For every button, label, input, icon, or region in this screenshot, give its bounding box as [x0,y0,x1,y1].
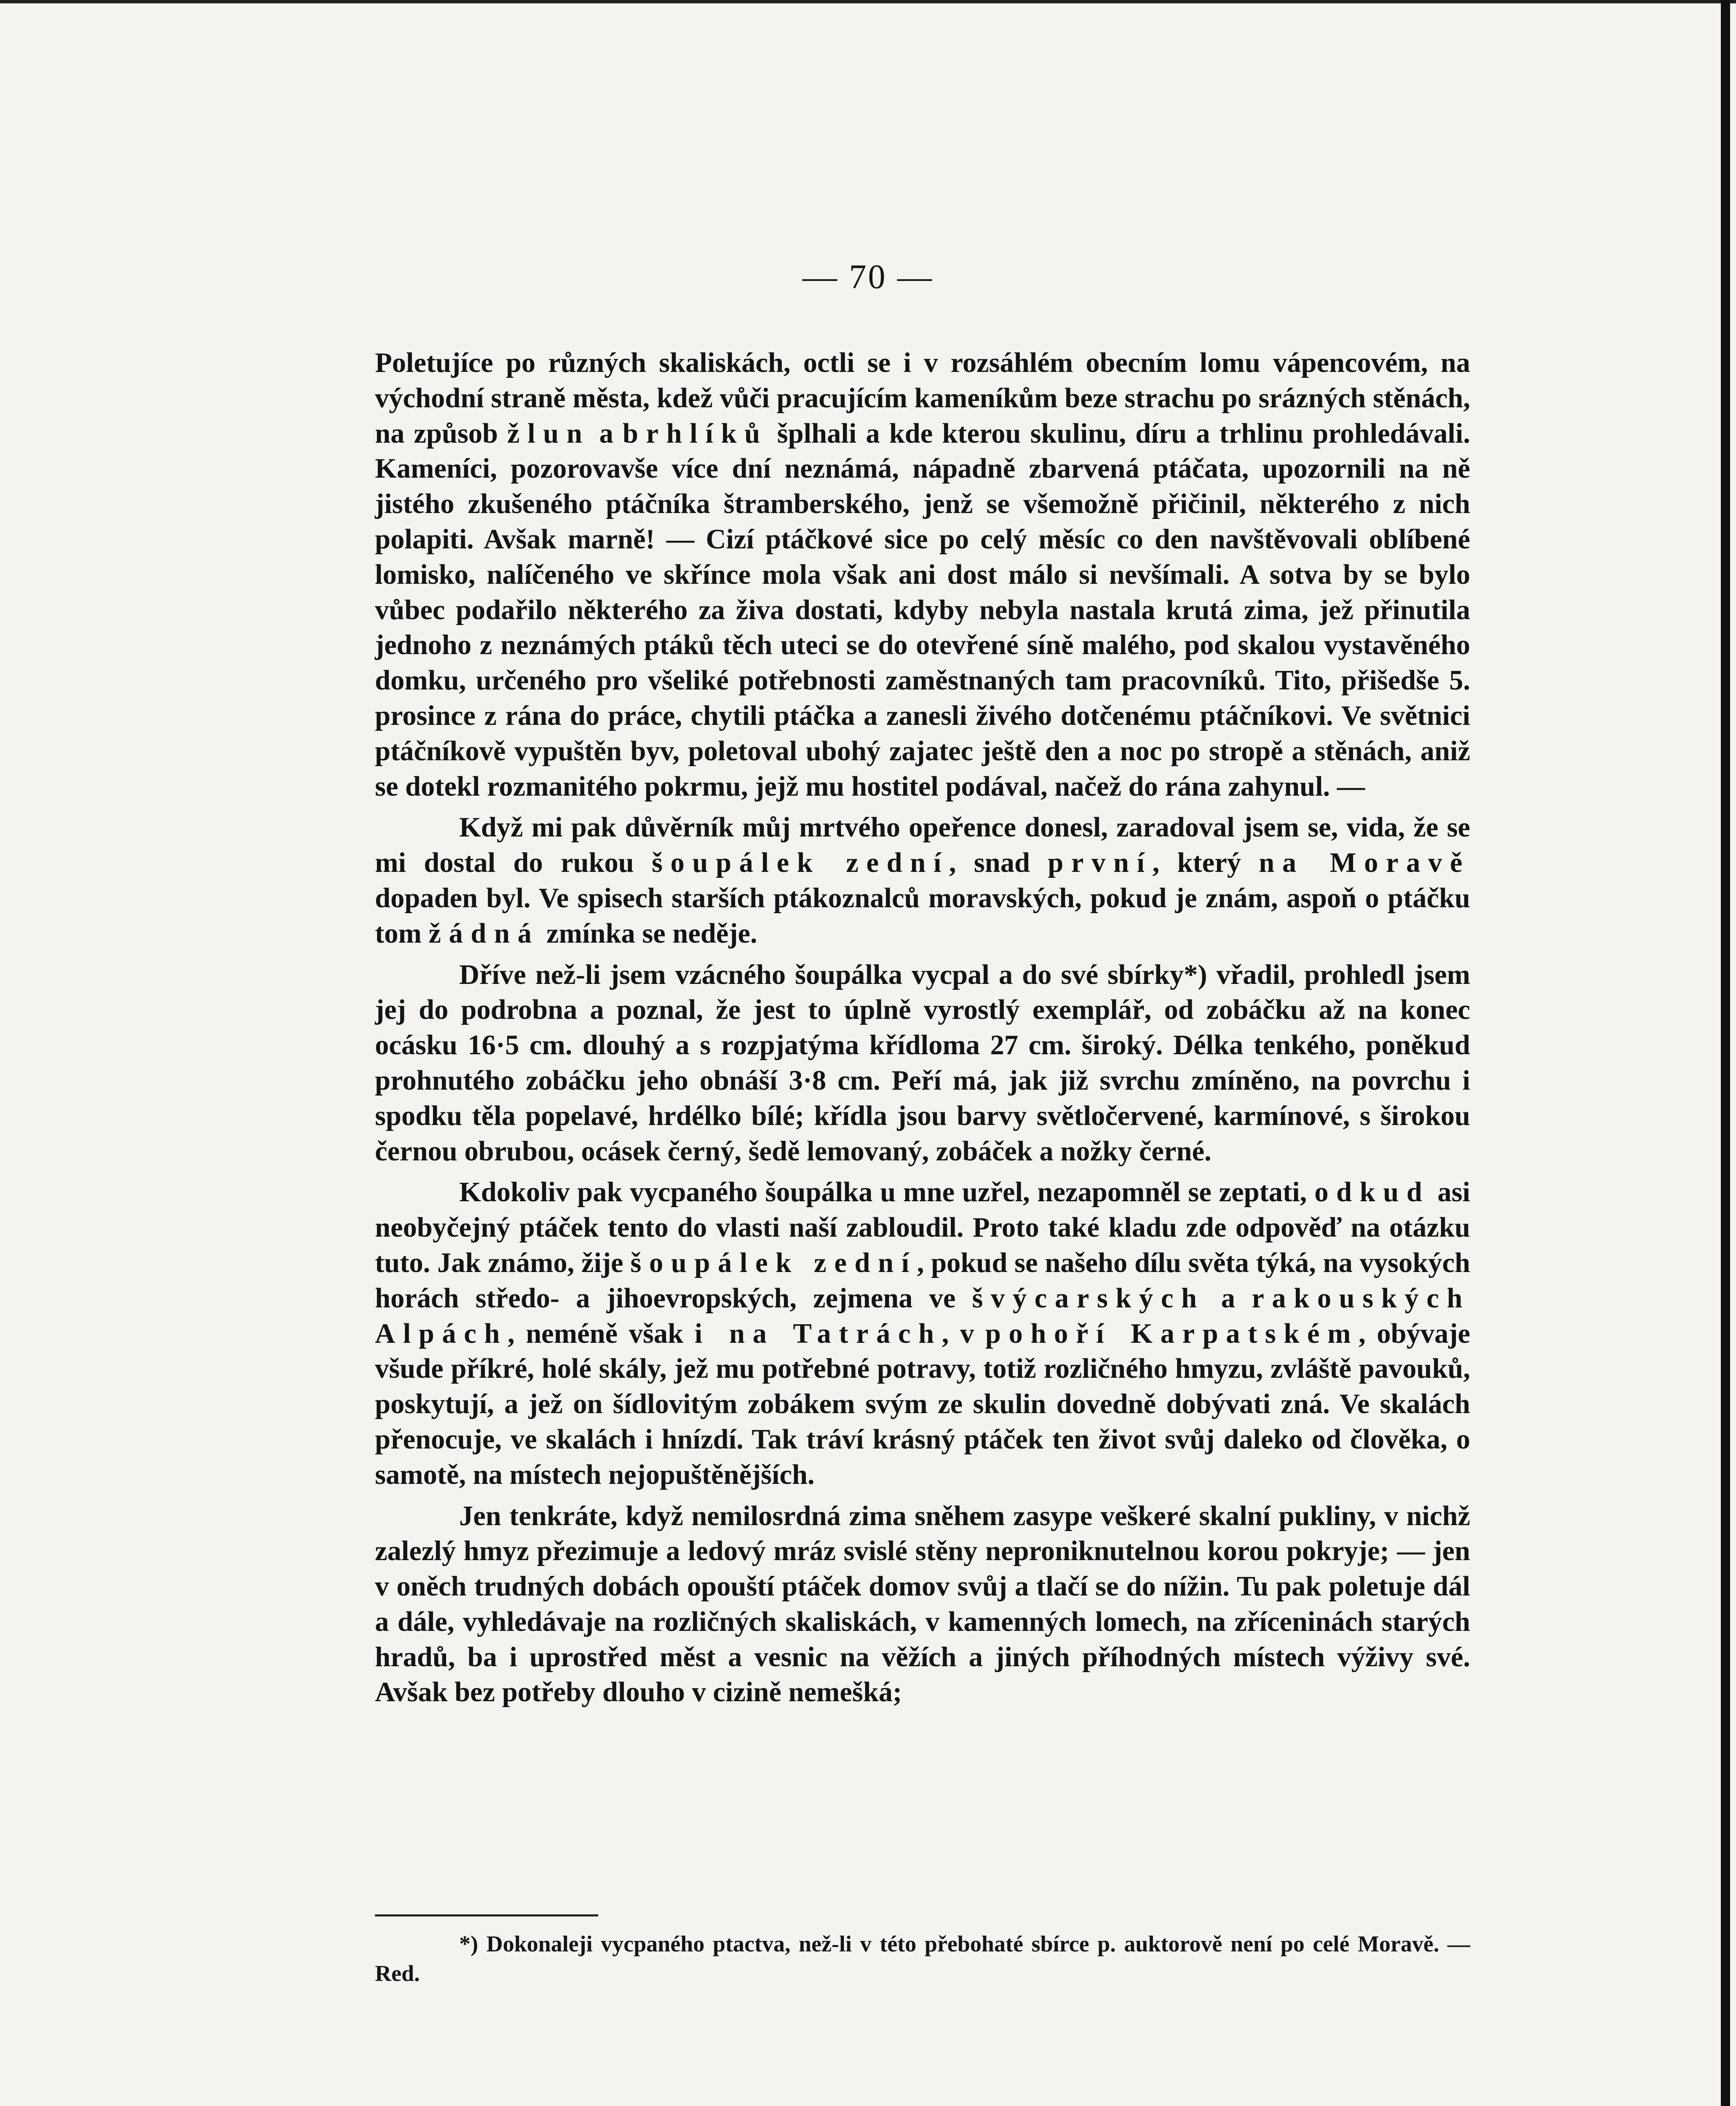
emphasized-text: odkud [1314,1177,1430,1208]
emphasized-text: první [1048,847,1153,879]
text-run: , snad [949,847,1048,879]
emphasized-text: švýcarských [972,1283,1205,1314]
text-run: , pokud se našeho dílu světa týká, na vysokých horách středo- a jihoevropských, zejmena ve [375,1247,1470,1314]
text-run: Dříve než-li jsem vzácného šoupálka vycpal a do své sbírky*) vřadil, prohledl jsem jej do podrobna a poznal, že jest to úplně vyrostlý exemplář, od zobáčku až na konec ocásku 16·5 cm. dlouhý a s rozpjatýma křídloma 27 cm. široký. Délka tenkého, poněkud prohnutého zobáčku jeho obnáší 3·8 cm. Peří má, jak již svrchu zmíněno, na povrchu i spodku těla popelavé, hrdélko bílé; křídla jsou barvy světločervené, karmínové, s širokou černou obrubou, ocásek černý, šedě lemovaný, zobáček a nožky černé. [375,959,1470,1167]
footnote-divider [375,1914,598,1916]
text-run: Jen tenkráte, když nemilosrdná zima sněhem zasype veškeré skalní pukliny, v nichž zalezlý hmyz přezimuje a ledový mráz svislé stěny neproniknutelnou korou pokryje; — jen v oněch trudných dobách opouští ptáček domov svůj a tlačí se do nížin. Tu pak poletuje dál a dále, vyhledávaje na rozličných skaliskách, v kamenných lomech, na zříceninách starých hradů, ba i uprostřed měst a vesnic na věžích a jiných příhodných místech výživy své. Avšak bez potřeby dlouho v cizině nemešká; [375,1500,1470,1708]
emphasized-text: i na Tatrách [694,1318,942,1349]
paragraph-1 [375,345,1470,804]
emphasized-text: šoupálek zední [630,1247,917,1278]
text-run: Když mi pak důvěrník můj mrtvého opeřence donesl, zaradoval jsem se, vida, že se mi dostal do rukou [375,812,1470,879]
paragraph-3 [375,957,1470,1169]
emphasized-text: brhlíků [622,418,768,449]
paragraph-5 [375,1499,1470,1710]
text-run: dopaden byl. Ve spisech starších ptákoznalců moravských, pokud je znám, aspoň o ptáčku tom [375,882,1470,949]
emphasized-text: šoupálek zední [652,847,949,879]
page-number: — 70 — [802,257,934,296]
text-run: zmínka se neděje. [539,918,757,949]
scan-right-edge [1721,0,1730,2106]
paragraph-2 [375,810,1470,951]
text-run: Poletujíce po různých skaliskách, octli se i v rozsáhlém obecním lomu vápencovém, na východní straně města, kdež vůči pracujícím kameníkům beze strachu po srázných stěnách, na způsob [375,347,1470,449]
emphasized-text: na Moravě [1259,847,1470,879]
text-run: a [590,418,623,449]
text-run: a [1204,1283,1252,1314]
text-run: , neméně však [507,1318,695,1349]
text-run: , obývaje všude příkré, holé skály, jež mu potřebné potravy, totiž rozličného hmyzu, zvláště pavouků, poskytují, a jež on šídlovitým zobákem svým ze skulin dovedně dobývati zná. Ve skalách přenocuje, ve skalách i hnízdí. Tak tráví krásný ptáček ten život svůj daleko od člověka, o samotě, na místech nejopuštěnějších. [375,1318,1470,1490]
text-run: Kdokoliv pak vycpaného šoupálka u mne uzřel, nezapomněl se zeptati, [459,1177,1315,1208]
text-run: , který [1152,847,1259,879]
emphasized-text: rakouských Alpách [375,1283,1471,1349]
text-run: , v [942,1318,985,1349]
emphasized-text: žlun [507,418,590,449]
body-text [375,345,1470,1710]
footnote: *) Dokonaleji vycpaného ptactva, než-li v této přebohaté sbírce p. auktorově není po celé Moravě. — Red. [375,1931,1470,1986]
emphasized-text: pohoří Karpatském [985,1318,1359,1349]
text-run: asi neobyčejný ptáček tento do vlasti naší zabloudil. Proto také kladu zde odpověď na otázku tuto. Jak známo, žije [375,1177,1470,1278]
emphasized-text: žádná [428,918,540,949]
paragraph-4 [375,1175,1470,1492]
scan-top-edge [0,0,1736,3]
text-run: šplhali a kde kterou skulinu, díru a trhlinu prohledávali. Kameníci, pozorovavše více dní neznámá, nápadně zbarvená ptáčata, upozornili na ně jistého zkušeného ptáčníka štramberského, jenž se všemožně přičinil, některého z nich polapiti. Avšak marně! — Cizí ptáčkové sice po celý měsíc co den navštěvovali oblíbené lomisko, nalíčeného ve skřínce mola však ani dost málo si nevšímali. A sotva by se bylo vůbec podařilo některého za živa dostati, kdyby nebyla nastala krutá zima, jež přinutila jednoho z neznámých ptáků těch uteci se do otevřené síně malého, pod skalou vystavěného domku, určeného pro všeliké potřebnosti zaměstnaných tam pracovníků. Tito, přišedše 5. prosince z rána do práce, chytili ptáčka a zanesli živého dotčenému ptáčníkovi. Ve světnici ptáčníkově vypuštěn byv, poletoval ubohý zajatec ještě den a noc po stropě a stěnách, aniž se dotekl rozmanitého pokrmu, jejž mu hostitel podával, načež do rána zahynul. — [375,418,1470,802]
